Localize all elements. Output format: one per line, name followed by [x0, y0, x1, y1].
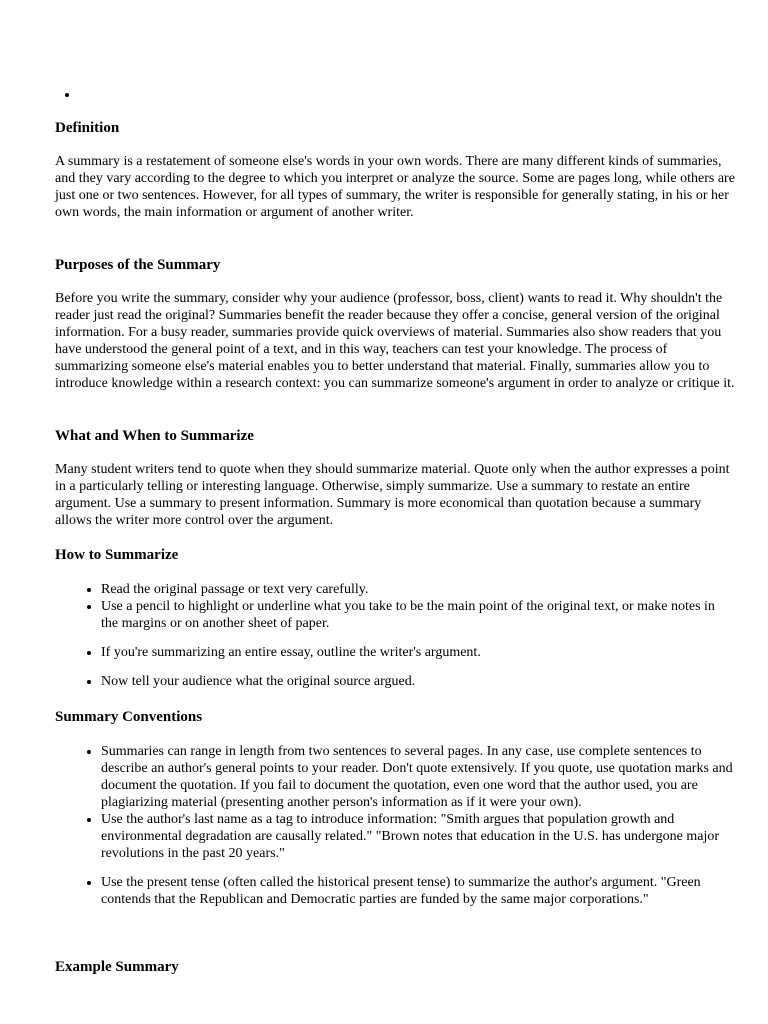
conventions-heading: Summary Conventions	[55, 709, 203, 725]
list-item: • Now tell your audience what the original source argued.	[101, 673, 735, 690]
conventions-list	[55, 743, 735, 908]
list-item: • Read the original passage or text very carefully.	[101, 581, 735, 598]
how-to-list	[55, 581, 735, 690]
definition-heading: Definition	[55, 120, 120, 136]
what-when-paragraph: Many student writers tend to quote when they should summarize material. Quote only when the author expresses a point in a particularly telling or interesting language. Otherwise, simply summarize. Use a summary to restate an entire argument. Use a summary to present information. Summary is more economical than quotation because a summary allows the writer more control over the argument.	[55, 462, 730, 528]
example-heading: Example Summary	[55, 959, 179, 975]
purposes-heading: Purposes of the Summary	[55, 257, 221, 273]
purposes-paragraph: Before you write the summary, consider why your audience (professor, boss, client) wants to read it. Why shouldn't the reader just read the original? Summaries benefit the reader because they offer a concise, general version of the original information. For a busy reader, summaries provide quick overviews of material. Summaries also show readers that you have understood the general point of a text, and in this way, teachers can test your knowledge. The process of summarizing someone else's material enables you to better understand that material. Finally, summaries allow you to introduce knowledge within a research context: you can summarize someone's argument in order to analyze or critique it.	[55, 291, 735, 391]
what-when-heading: What and When to Summarize	[55, 428, 254, 444]
list-item: • Summaries can range in length from two sentences to several pages. In any case, use complete sentences to describe an author's general points to your reader. Don't quote extensively. If you quote, use quotation marks and document the quotation. If you fail to document the quotation, even one word that the author used, you are plagiarizing material (presenting another person's information as if it were your own).	[101, 743, 735, 811]
how-to-heading: How to Summarize	[55, 547, 179, 563]
list-item: • Use the present tense (often called the historical present tense) to summarize the author's argument. "Green contends that the Republican and Democratic parties are funded by the same major corporations."	[101, 874, 735, 908]
list-item: • If you're summarizing an entire essay, outline the writer's argument.	[101, 644, 735, 661]
definition-paragraph: A summary is a restatement of someone else's words in your own words. There are many different kinds of summaries, and they vary according to the degree to which you interpret or analyze the source. Some are pages long, while others are just one or two sentences. However, for all types of summary, the writer is responsible for generally stating, in his or her own words, the main information or argument of another writer.	[55, 154, 735, 220]
list-item: • Use a pencil to highlight or underline what you take to be the main point of the original text, or make notes in the margins or on another sheet of paper.	[101, 598, 735, 632]
empty-bullet-list	[55, 86, 79, 103]
list-item: • Use the author's last name as a tag to introduce information: "Smith argues that population growth and environmental degradation are causally related." "Brown notes that education in the U.S. has undergone major revolutions in the past 20 years."	[101, 811, 735, 862]
